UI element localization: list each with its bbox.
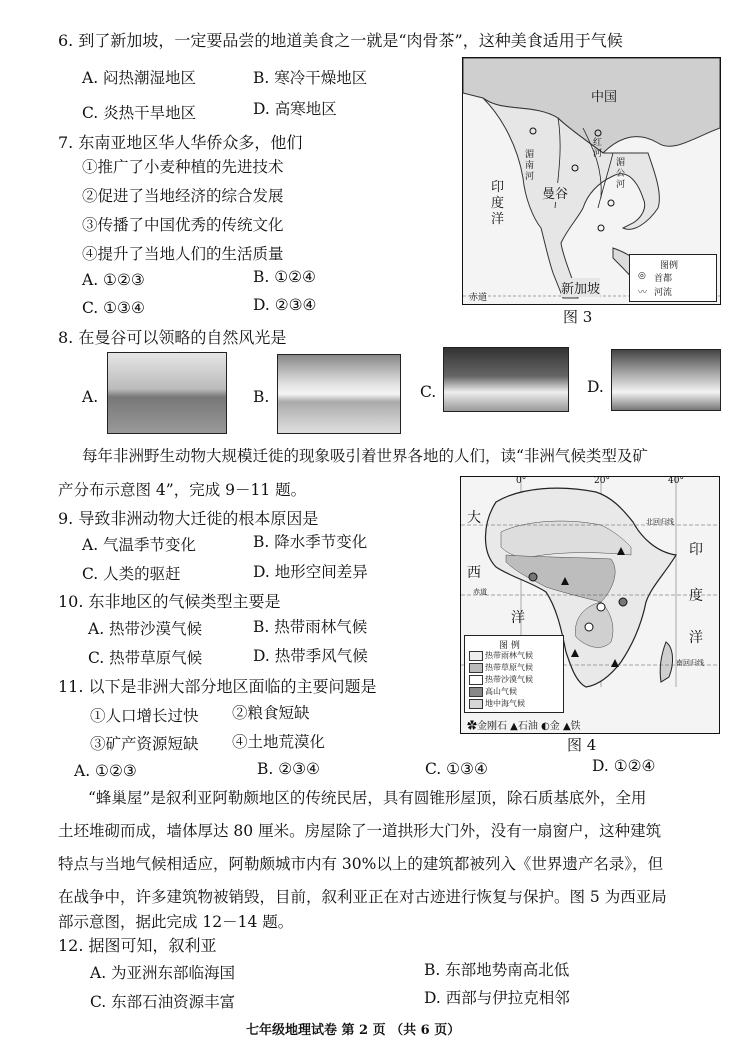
tropic-north-label: 北回归线 <box>646 518 674 526</box>
q7-option-a[interactable]: A. ①②③ <box>82 271 145 289</box>
q10-option-d[interactable]: D. 热带季风气候 <box>253 647 368 665</box>
q12-option-c[interactable]: C. 东部石油资源丰富 <box>90 993 236 1011</box>
map-legend-river: 河流 <box>654 288 673 298</box>
atlantic-label-3: 洋 <box>511 610 525 626</box>
legend-savanna: 热带草原气候 <box>485 663 533 672</box>
q11-option-a[interactable]: A. ①②③ <box>74 762 137 780</box>
savanna-swatch <box>469 663 483 673</box>
q6-option-c[interactable]: C. 炎热干旱地区 <box>82 104 197 122</box>
q11-item-3: ③矿产资源短缺 <box>90 735 199 753</box>
map-label-river-2: 红河 <box>593 138 603 159</box>
q11-item-1: ①人口增长过快 <box>90 707 199 725</box>
mineral-legend: ✿金刚石 ▲石油 ◐金 ▲铁 <box>467 721 581 732</box>
q7-item-4: ④提升了当地人们的生活质量 <box>82 245 284 263</box>
q10-stem: 10. 东非地区的气候类型主要是 <box>58 592 281 611</box>
q10-option-c[interactable]: C. 热带草原气候 <box>88 649 203 667</box>
capital-icon: ◎ <box>638 271 646 281</box>
intro-syria-line-1: “蜂巢屋”是叙利亚阿勒颇地区的传统民居，具有圆锥形屋顶，除石质基底外，全用 <box>88 789 647 807</box>
highland-swatch <box>469 687 483 697</box>
map-legend-capital: 首都 <box>654 274 673 284</box>
page-footer: 七年级地理试卷 第 2 页 （共 6 页） <box>246 1023 461 1038</box>
lon-label-0: 0° <box>516 476 527 486</box>
q9-option-a[interactable]: A. 气温季节变化 <box>82 536 197 554</box>
map-label-river-1: 湄南河 <box>525 150 535 182</box>
map-label-equator: 赤道 <box>469 293 488 303</box>
q11-item-4: ④土地荒漠化 <box>232 733 326 751</box>
figure-3-map <box>462 57 721 305</box>
atlantic-label-1: 大 <box>467 510 481 526</box>
q11-item-2: ②粮食短缺 <box>232 704 310 722</box>
q9-option-d[interactable]: D. 地形空间差异 <box>253 563 368 581</box>
indian-label-3: 洋 <box>689 630 703 646</box>
q8-option-d[interactable]: D. <box>587 378 604 396</box>
q6-option-a[interactable]: A. 闷热潮湿地区 <box>82 69 197 87</box>
q8-beach-photo[interactable] <box>277 354 401 434</box>
q7-item-1: ①推广了小麦种植的先进技术 <box>82 158 284 176</box>
figure-4-map <box>460 476 720 734</box>
q8-stem: 8. 在曼谷可以领略的自然风光是 <box>58 328 287 347</box>
intro-africa-line-1: 每年非洲野生动物大规模迁徙的现象吸引着世界各地的人们，读“非洲气候类型及矿 <box>82 447 648 465</box>
intro-syria-line-2: 土坯堆砌而成，墙体厚达 80 厘米。房屋除了一道拱形大门外，没有一扇窗户，这种建筑 <box>58 822 662 840</box>
q7-stem: 7. 东南亚地区华人华侨众多，他们 <box>58 133 303 152</box>
africa-climate-legend <box>464 635 564 713</box>
q7-item-2: ②促进了当地经济的综合发展 <box>82 187 284 205</box>
map-legend <box>629 254 717 302</box>
mediterranean-swatch <box>469 699 483 709</box>
indian-label-1: 印 <box>689 542 703 558</box>
desert-swatch <box>469 675 483 685</box>
intro-africa-line-2: 产分布示意图 4”，完成 9－11 题。 <box>58 481 307 499</box>
q11-option-b[interactable]: B. ②③④ <box>257 760 320 778</box>
q11-stem: 11. 以下是非洲大部分地区面临的主要问题是 <box>58 677 377 696</box>
q7-item-3: ③传播了中国优秀的传统文化 <box>82 216 284 234</box>
q7-option-d[interactable]: D. ②③④ <box>253 296 317 314</box>
q7-option-c[interactable]: C. ①③④ <box>82 299 145 317</box>
q12-stem: 12. 据图可知，叙利亚 <box>58 936 217 955</box>
q8-desert-camel-photo[interactable] <box>107 352 227 434</box>
map-label-china: 中国 <box>591 90 618 105</box>
indian-label-2: 度 <box>689 588 703 604</box>
lon-label-20: 20° <box>594 476 610 486</box>
legend-mediterranean: 地中海气候 <box>485 699 525 708</box>
rainforest-swatch <box>469 651 483 661</box>
intro-syria-line-5: 部示意图，据此完成 12－14 题。 <box>58 913 294 931</box>
legend-rainforest: 热带雨林气候 <box>485 651 533 660</box>
q6-option-b[interactable]: B. 寒冷干燥地区 <box>253 69 368 87</box>
q7-option-b[interactable]: B. ①②④ <box>253 268 316 286</box>
legend-desert: 热带沙漠气候 <box>485 675 533 684</box>
africa-legend-title: 图 例 <box>499 641 520 651</box>
q10-option-b[interactable]: B. 热带雨林气候 <box>253 618 368 636</box>
q9-option-c[interactable]: C. 人类的驱赶 <box>82 565 181 583</box>
q11-option-c[interactable]: C. ①③④ <box>425 760 488 778</box>
map-legend-title: 图例 <box>660 261 679 271</box>
river-icon: 〰 <box>638 288 648 298</box>
q12-option-a[interactable]: A. 为亚洲东部临海国 <box>90 964 236 982</box>
map-label-indian-ocean: 印度洋 <box>491 180 505 227</box>
intro-syria-line-3: 特点与当地气候相适应，阿勒颇城市内有 30%以上的建筑都被列入《世界遗产名录》，但 <box>58 855 664 873</box>
q12-option-b[interactable]: B. 东部地势南高北低 <box>424 961 570 979</box>
q9-option-b[interactable]: B. 降水季节变化 <box>253 533 368 551</box>
q11-option-d[interactable]: D. ①②④ <box>592 757 656 775</box>
tropic-south-label: 南回归线 <box>676 659 704 667</box>
legend-highland: 高山气候 <box>485 687 517 696</box>
q10-option-a[interactable]: A. 热带沙漠气候 <box>88 620 203 638</box>
q9-stem: 9. 导致非洲动物大迁徙的根本原因是 <box>58 509 319 528</box>
q8-option-c[interactable]: C. <box>420 383 437 401</box>
figure-3-caption: 图 3 <box>563 308 593 326</box>
map-label-singapore: 新加坡 <box>561 278 600 297</box>
atlantic-label-2: 西 <box>467 565 481 581</box>
lon-label-40: 40° <box>668 476 684 486</box>
map-label-bangkok: 曼谷 <box>542 183 568 202</box>
intro-syria-line-4: 在战争中，许多建筑物被销毁，目前，叙利亚正在对古迹进行恢复与保护。图 5 为西亚局 <box>58 888 667 906</box>
q6-option-d[interactable]: D. 高寒地区 <box>253 100 337 118</box>
figure-4-caption: 图 4 <box>567 736 597 754</box>
equator-label: 赤道 <box>473 588 487 596</box>
q6-stem: 6. 到了新加坡，一定要品尝的地道美食之一就是“肉骨茶”，这种美食适用于气候 <box>58 31 623 50</box>
q8-option-b[interactable]: B. <box>253 388 270 406</box>
q8-option-a[interactable]: A. <box>82 388 99 406</box>
q8-tropical-palm-photo[interactable] <box>443 347 569 412</box>
q12-option-d[interactable]: D. 西部与伊拉克相邻 <box>424 989 570 1007</box>
map-label-river-3: 湄公河 <box>616 158 626 190</box>
q8-snow-mountain-photo[interactable] <box>611 349 721 411</box>
